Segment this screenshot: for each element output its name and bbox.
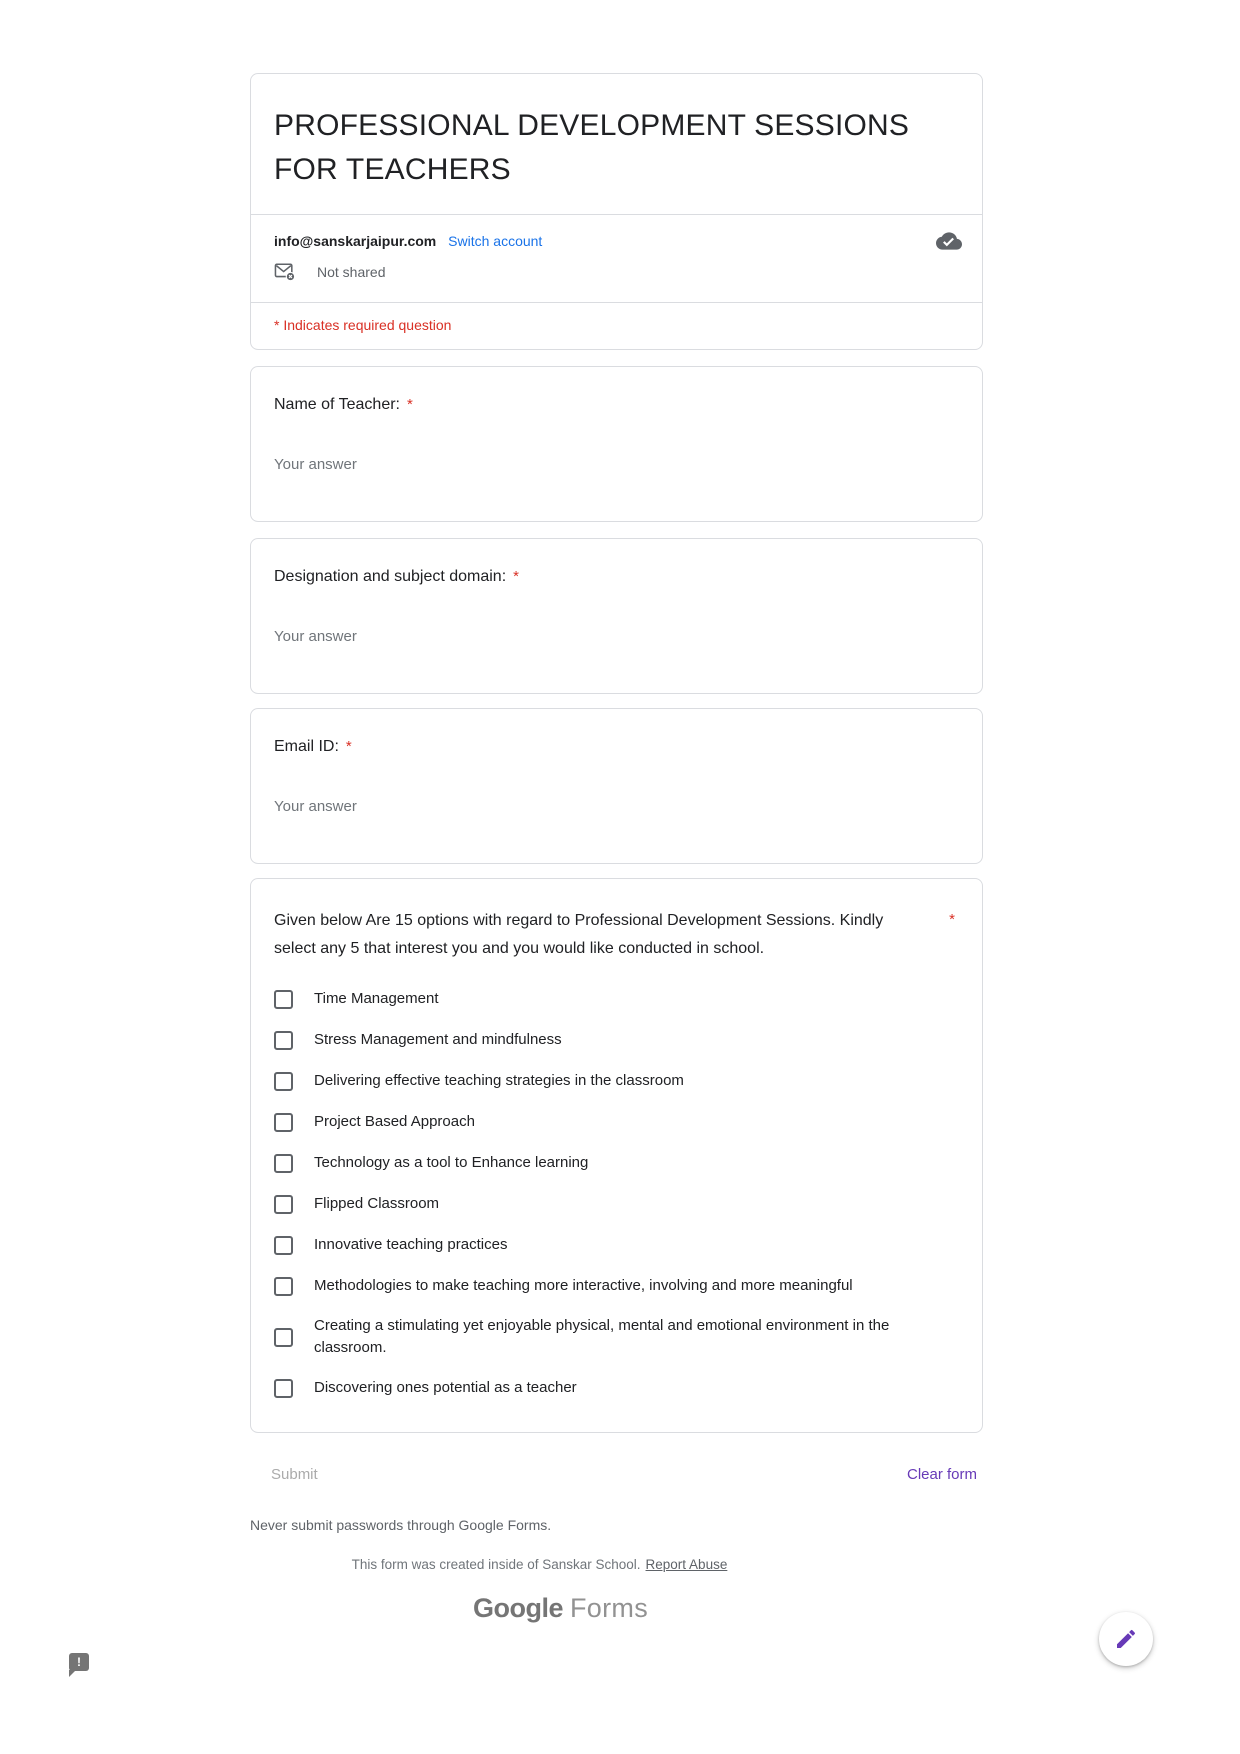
checkbox-unchecked-icon[interactable]	[274, 1072, 293, 1091]
checkbox-unchecked-icon[interactable]	[274, 990, 293, 1009]
report-problem-icon[interactable]: !	[69, 1653, 89, 1671]
pencil-icon	[1114, 1627, 1138, 1651]
account-section	[251, 214, 982, 303]
question-text: Email ID:	[274, 738, 339, 755]
checkbox-unchecked-icon[interactable]	[274, 1154, 293, 1173]
question-card	[250, 366, 983, 522]
form-actions	[250, 1455, 983, 1493]
question-text: Name of Teacher:	[274, 396, 400, 413]
checkbox-option[interactable]	[274, 1192, 958, 1216]
checkbox-options-list	[274, 987, 958, 1400]
required-asterisk: *	[949, 911, 955, 928]
checkbox-option[interactable]	[274, 1233, 958, 1257]
checkbox-option[interactable]	[274, 1069, 958, 1093]
account-email: info@sanskarjaipur.com	[274, 233, 437, 249]
checkbox-option-label: Methodologies to make teaching more interactive, involving and more meaningful	[314, 1277, 853, 1294]
draft-saved-cloud-icon	[936, 228, 962, 254]
short-answer-input[interactable]: Your answer	[274, 798, 357, 815]
checkbox-option[interactable]	[274, 1151, 958, 1175]
checkbox-option-label: Discovering ones potential as a teacher	[314, 1379, 577, 1396]
question-card	[250, 538, 983, 694]
question-label	[274, 736, 958, 758]
checkbox-option[interactable]	[274, 1274, 958, 1298]
checkbox-option-label: Delivering effective teaching strategies in the classroom	[314, 1072, 684, 1089]
required-asterisk: *	[513, 568, 519, 585]
created-note	[250, 1557, 983, 1573]
checkbox-option[interactable]	[274, 1315, 958, 1359]
checkbox-option-label: Innovative teaching practices	[314, 1236, 508, 1253]
clear-form-link[interactable]: Clear form	[906, 1465, 977, 1483]
mail-off-icon	[274, 262, 296, 282]
form-title: PROFESSIONAL DEVELOPMENT SESSIONS FOR TEACHERS	[274, 109, 910, 186]
checkbox-unchecked-icon[interactable]	[274, 1031, 293, 1050]
required-asterisk: *	[407, 396, 413, 413]
checkbox-unchecked-icon[interactable]	[274, 1379, 293, 1398]
checkbox-question-title: Given below Are 15 options with regard to Professional Development Sessions. Kindly select any 5 that interest you and you would like conducted in school.	[274, 912, 884, 957]
checkbox-option-label: Time Management	[314, 990, 439, 1007]
question-label	[274, 566, 958, 588]
forms-wordmark: Forms	[570, 1593, 648, 1623]
edit-form-fab[interactable]	[1099, 1612, 1153, 1666]
checkbox-option-label: Project Based Approach	[314, 1113, 475, 1130]
report-abuse-link[interactable]: Report Abuse	[645, 1557, 728, 1572]
checkbox-unchecked-icon[interactable]	[274, 1113, 293, 1132]
checkbox-unchecked-icon[interactable]	[274, 1277, 293, 1296]
checkbox-question-card	[250, 878, 983, 1433]
google-forms-logo	[250, 1593, 983, 1623]
form-column	[250, 0, 983, 1623]
created-note-text: This form was created inside of Sanskar School.	[351, 1557, 641, 1572]
password-warning: Never submit passwords through Google Forms.	[250, 1517, 552, 1533]
switch-account-link[interactable]: Switch account	[448, 233, 543, 249]
short-answer-input[interactable]: Your answer	[274, 456, 357, 473]
question-label	[274, 394, 958, 416]
short-answer-input[interactable]: Your answer	[274, 628, 357, 645]
required-note: * Indicates required question	[274, 317, 452, 333]
checkbox-option[interactable]	[274, 1028, 958, 1052]
checkbox-unchecked-icon[interactable]	[274, 1236, 293, 1255]
checkbox-option[interactable]	[274, 1376, 958, 1400]
checkbox-unchecked-icon[interactable]	[274, 1328, 293, 1347]
form-header-card	[250, 73, 983, 350]
question-text: Designation and subject domain:	[274, 568, 507, 585]
question-card	[250, 708, 983, 864]
checkbox-unchecked-icon[interactable]	[274, 1195, 293, 1214]
checkbox-option-label: Flipped Classroom	[314, 1195, 440, 1212]
checkbox-option[interactable]	[274, 987, 958, 1011]
google-wordmark: Google	[473, 1593, 563, 1623]
share-status: Not shared	[317, 264, 386, 280]
checkbox-option[interactable]	[274, 1110, 958, 1134]
checkbox-option-label: Technology as a tool to Enhance learning	[314, 1154, 589, 1171]
required-asterisk: *	[345, 738, 352, 755]
submit-button[interactable]: Submit	[271, 1465, 318, 1483]
checkbox-option-label: Creating a stimulating yet enjoyable physical, mental and emotional environment in the classroom.	[314, 1317, 890, 1356]
checkbox-option-label: Stress Management and mindfulness	[314, 1031, 562, 1048]
question-cards	[250, 366, 983, 864]
